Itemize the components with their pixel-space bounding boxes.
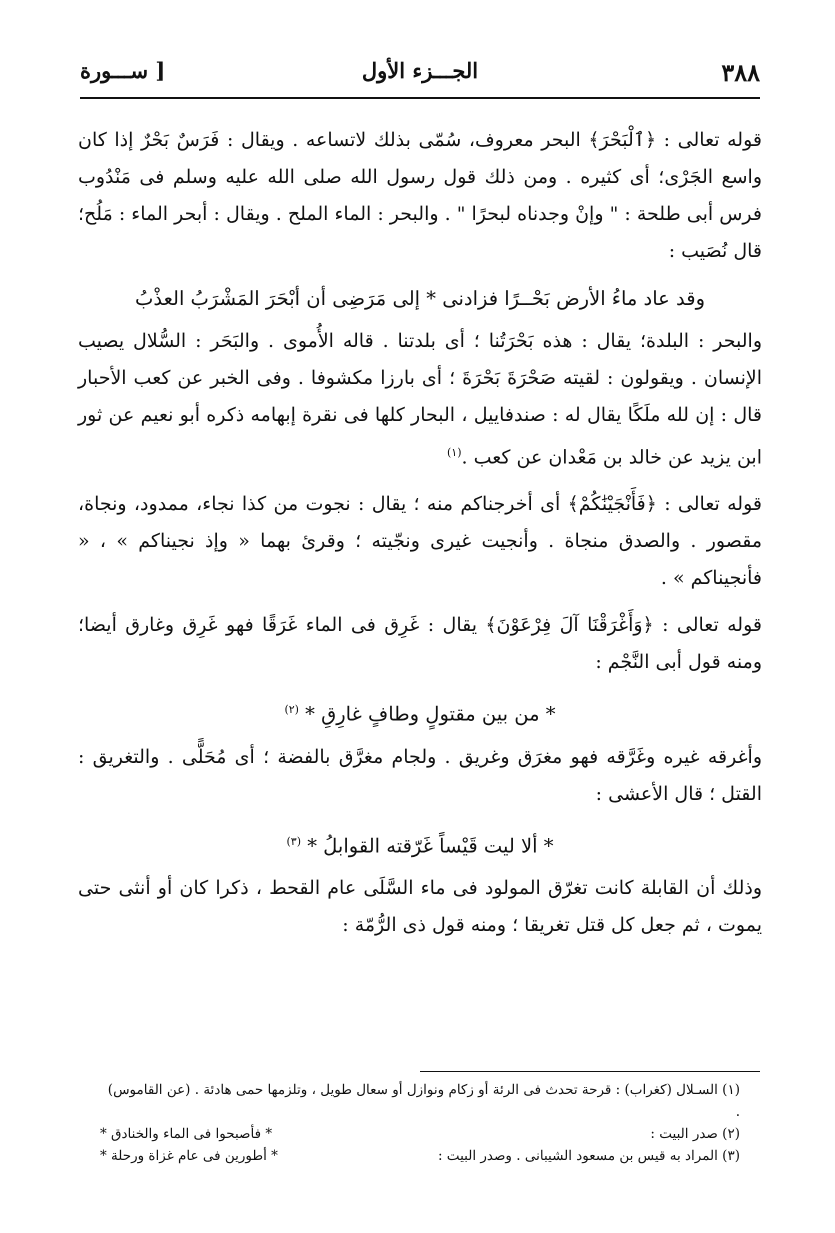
paragraph-6: وذلك أن القابلة كانت تغرّق المولود فى ماء السَّلَى عام القحط ، ذكرا كان أو أنثى حتى يموت ، ثم جعل كل قتل تغريقا ؛ ومنه قول ذى الرُّمّة : [78,877,762,937]
paragraph-2-text: والبحر : البلدة؛ يقال : هذه بَحْرَتُنا ؛ أى بلدتنا . قاله الأُموى . والبَحَر : السُّلال يصيب الإنسان . ويقولون : لقيته صَحْرَةَ بَحْرَةَ ؛ أى بارزا مكشوفا . وفى الخبر عن كعب الأحبار قال : إن لله ملَكًا يقال له : صندفاييل ، البحار كلها فى نقرة إبهامه ذكره أبو نعيم عن ثور ابن يزيد عن خالد بن مَعْدان عن كعب . [78,330,762,469]
footnote-2-label: (٢) صدر البيت : [650,1126,740,1142]
verse-3 [78,823,762,865]
section-label: [ ســـورة [80,58,166,83]
footnote-marker-1: (١) [447,446,462,459]
paragraph-3: قوله تعالى : ﴿فَأَنْجَيْنَٰكُمْ﴾ أى أخرجناكم منه ؛ يقال : نجوت من كذا نجاء، ممدود، ونجاة، مقصور . والصدق منجاة . وأنجيت غيرى ونجّيته ؛ وقرئ بهما « وإذ نجيناكم » ، « فأنجيناكم » . [78,493,762,590]
footnote-3 [100,1145,740,1167]
footnote-marker-3: (٣) [286,834,302,848]
footnote-divider [420,1071,760,1072]
verse-2-text: * من بين مقتولٍ وطافٍ غارِقِ * [305,702,556,726]
footnote-2-verse: * فأصبحوا فى الماء والخنادق * [100,1126,273,1142]
verse-2 [78,691,762,733]
footnotes [100,1079,740,1167]
paragraph-4: قوله تعالى : ﴿وَأَغْرَقْنَا آلَ فِرْعَوْنَ﴾ يقال : غَرِق فى الماء غَرَقًا فهو غَرِق وغارق أيضا؛ ومنه قول أبى النَّجْم : [78,614,762,674]
paragraph-1: قوله تعالى : ﴿ٱلْبَحْرَ﴾ البحر معروف، سُمّى بذلك لاتساعه . ويقال : فَرَسٌ بَحْرٌ إذا كان واسع الجَرْى؛ أى كثيره . ومن ذلك قول رسول الله صلى الله عليه وسلم فى مَنْدُوب فرس أبى طلحة : " وإنْ وجدناه لبحرًا " . والبحر : الماء الملح . ويقال : أبحر الماء : مَلُح؛ قال نُصَيب : [78,129,762,262]
footnote-marker-2: (٢) [284,703,299,717]
header-divider [80,97,760,99]
main-text [78,122,762,944]
footnote-2 [100,1123,740,1145]
verse-1: وقد عاد ماءُ الأرض بَحْــرًا فزادنى * إلى مَرَضِى أن أبْحَرَ المَشْرَبُ العذْبُ [135,287,705,310]
verse-3-text: * ألا ليت قَيْساً غَرّقته القوابلُ * [307,834,554,858]
running-title: الجـــزء الأول [361,58,479,83]
page-number: ٣٨٨ [721,58,760,87]
footnote-1: (١) السـلال (كغراب) : قرحة تحدث فى الرئة أو زكام ونوازل أو سعال طويل ، وتلزمها حمى هادئة . (عن القاموس) . [107,1082,740,1120]
page-header [80,58,760,92]
paragraph-2 [78,323,762,476]
footnote-3-verse: * أطورين فى عام غزاة ورحلة * [100,1148,278,1164]
footnote-3-label: (٣) المراد به قيس بن مسعود الشيبانى . وصدر البيت : [437,1148,740,1164]
paragraph-5: وأغرقه غيره وغَرَّقه فهو مغرَق وغريق . ولجام مغرَّق بالفضة ؛ أى مُحَلًّى . والتغريق : القتل ؛ قال الأعشى : [78,745,762,805]
